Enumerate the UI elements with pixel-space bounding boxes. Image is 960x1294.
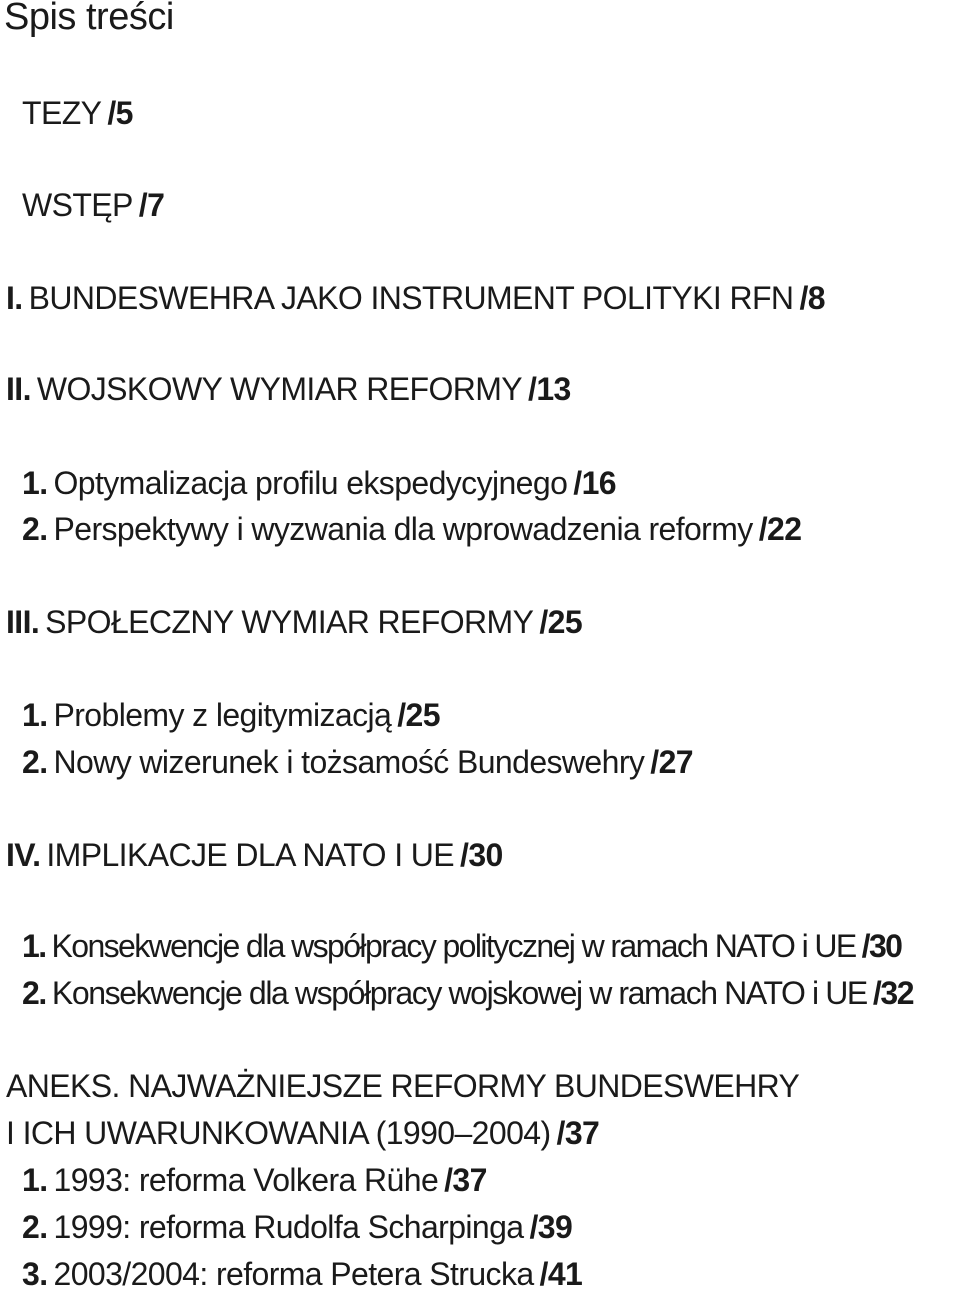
toc-entry-wstep[interactable] bbox=[22, 185, 164, 225]
page-title: Spis treści bbox=[4, 0, 174, 38]
toc-page-number: /39 bbox=[529, 1209, 573, 1245]
toc-number: 1. bbox=[22, 697, 48, 733]
toc-number: 1. bbox=[22, 465, 48, 501]
toc-page-number: /22 bbox=[758, 511, 802, 547]
toc-label: 1993: reforma Volkera Rühe bbox=[53, 1162, 439, 1198]
toc-page-number: /37 bbox=[556, 1115, 600, 1151]
toc-number: III. bbox=[6, 604, 40, 640]
toc-label: WOJSKOWY WYMIAR REFORMY bbox=[36, 371, 523, 407]
toc-page-number: /25 bbox=[539, 604, 583, 640]
toc-page-number: /30 bbox=[460, 837, 503, 873]
toc-label: Konsekwencje dla współpracy wojskowej w ramach NATO i UE bbox=[51, 975, 867, 1011]
toc-number: 2. bbox=[22, 511, 48, 547]
toc-page-number: /41 bbox=[539, 1256, 583, 1292]
toc-label: Problemy z legitymizacją bbox=[53, 697, 392, 733]
toc-number: 2. bbox=[22, 744, 48, 780]
toc-entry-aneks-2[interactable] bbox=[22, 1207, 572, 1247]
toc-entry-chapter-4[interactable] bbox=[6, 835, 503, 875]
toc-number: IV. bbox=[6, 837, 41, 873]
toc-label: 1999: reforma Rudolfa Scharpinga bbox=[53, 1209, 524, 1245]
toc-label: 2003/2004: reforma Petera Strucka bbox=[53, 1256, 534, 1292]
toc-entry-4-2[interactable] bbox=[22, 973, 913, 1013]
toc-label: BUNDESWEHRA JAKO INSTRUMENT POLITYKI RFN bbox=[28, 280, 794, 316]
toc-label: Nowy wizerunek i tożsamość Bundeswehry bbox=[53, 744, 645, 780]
toc-label: TEZY bbox=[22, 95, 102, 131]
toc-number: II. bbox=[6, 371, 31, 407]
toc-entry-chapter-2[interactable] bbox=[6, 369, 571, 409]
toc-page-number: /7 bbox=[138, 187, 165, 223]
toc-entry-aneks[interactable] bbox=[6, 1066, 799, 1106]
toc-page-number: /16 bbox=[573, 465, 616, 501]
toc-page-number: /8 bbox=[799, 280, 825, 316]
toc-entry-2-2[interactable] bbox=[22, 509, 801, 549]
toc-label: ANEKS. NAJWAŻNIEJSZE REFORMY BUNDESWEHRY bbox=[6, 1068, 800, 1104]
toc-page-number: /32 bbox=[872, 975, 914, 1011]
toc-label: Optymalizacja profilu ekspedycyjnego bbox=[53, 465, 568, 501]
toc-entry-aneks-line2[interactable] bbox=[6, 1113, 599, 1153]
toc-label: I ICH UWARUNKOWANIA (1990–2004) bbox=[6, 1115, 551, 1151]
toc-entry-4-1[interactable] bbox=[22, 926, 901, 966]
toc-page-number: /37 bbox=[444, 1162, 487, 1198]
toc-number: 3. bbox=[22, 1256, 48, 1292]
toc-number: 1. bbox=[22, 928, 46, 964]
toc-entry-2-1[interactable] bbox=[22, 463, 616, 503]
toc-label: WSTĘP bbox=[22, 187, 133, 223]
toc-entry-tezy[interactable] bbox=[22, 93, 133, 133]
toc-number: 2. bbox=[22, 1209, 48, 1245]
toc-label: SPOŁECZNY WYMIAR REFORMY bbox=[45, 604, 534, 640]
toc-page-number: /13 bbox=[528, 371, 571, 407]
toc-page-number: /27 bbox=[650, 744, 693, 780]
toc-page-number: /30 bbox=[861, 928, 902, 964]
toc-number: 2. bbox=[22, 975, 46, 1011]
toc-page-number: /5 bbox=[107, 95, 133, 131]
toc-number: I. bbox=[6, 280, 23, 316]
toc-page-number: /25 bbox=[397, 697, 440, 733]
toc-label: IMPLIKACJE DLA NATO I UE bbox=[46, 837, 455, 873]
toc-number: 1. bbox=[22, 1162, 48, 1198]
toc-entry-3-2[interactable] bbox=[22, 742, 693, 782]
toc-entry-chapter-3[interactable] bbox=[6, 602, 582, 642]
toc-label: Konsekwencje dla współpracy politycznej w ramach NATO i UE bbox=[51, 928, 856, 964]
toc-label: Perspektywy i wyzwania dla wprowadzenia reformy bbox=[53, 511, 753, 547]
toc-entry-aneks-3[interactable] bbox=[22, 1254, 582, 1294]
toc-entry-chapter-1[interactable] bbox=[6, 278, 825, 318]
toc-entry-aneks-1[interactable] bbox=[22, 1160, 487, 1200]
toc-entry-3-1[interactable] bbox=[22, 695, 440, 735]
